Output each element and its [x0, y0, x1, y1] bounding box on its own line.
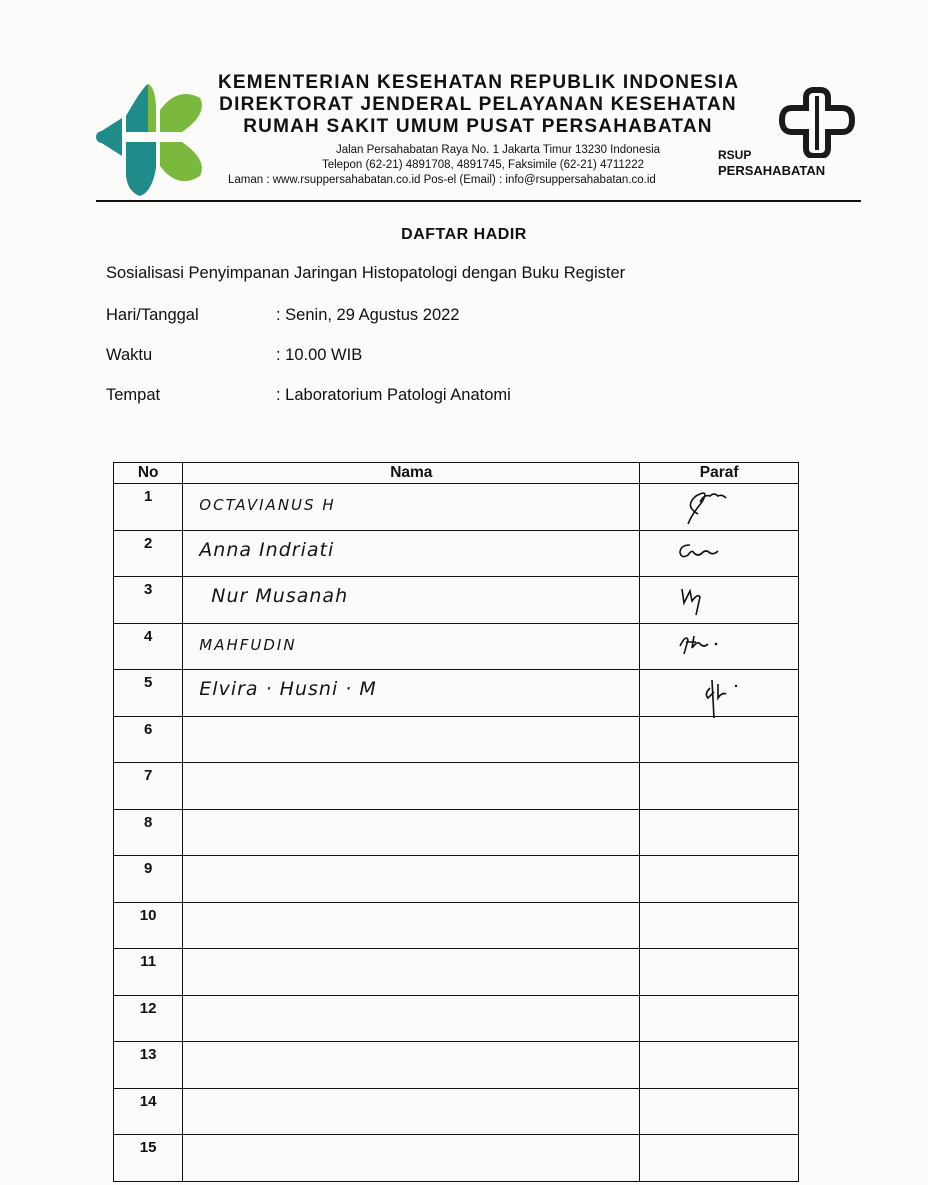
- table-row: [114, 995, 799, 1042]
- letterhead-text: [218, 72, 738, 188]
- document-subject: Sosialisasi Penyimpanan Jaringan Histopatologi dengan Buku Register: [106, 264, 626, 282]
- ministry-of-health-logo: [96, 80, 208, 198]
- signature-cell: [640, 995, 799, 1042]
- name-cell: [183, 902, 640, 949]
- field-time-value: : 10.00 WIB: [276, 346, 363, 364]
- letterhead: [0, 0, 928, 210]
- handwritten-signature: [640, 624, 797, 666]
- field-place-value: : Laboratorium Patologi Anatomi: [276, 386, 511, 404]
- name-cell: [183, 763, 640, 810]
- name-cell: [183, 484, 640, 531]
- hospital-name: RUMAH SAKIT UMUM PUSAT PERSAHABATAN: [243, 116, 713, 137]
- attendee-name: Nur Musanah: [211, 585, 349, 607]
- signature-cell: [640, 856, 799, 903]
- name-cell: [183, 1135, 640, 1182]
- table-row: [114, 623, 799, 670]
- signature-cell: [640, 1088, 799, 1135]
- table-row: [114, 1042, 799, 1089]
- name-cell: [183, 856, 640, 903]
- name-cell: [183, 809, 640, 856]
- table-row: [114, 670, 799, 717]
- signature-cell: [640, 484, 799, 531]
- header-no: No: [114, 463, 183, 484]
- attendee-name: Anna Indriati: [199, 538, 335, 561]
- row-number: 11: [114, 949, 183, 996]
- attendee-name: OCTAVIANUS H: [199, 496, 336, 514]
- row-number: 1: [114, 484, 183, 531]
- field-time: [106, 346, 362, 365]
- ministry-name: KEMENTERIAN KESEHATAN REPUBLIK INDONESIA: [218, 72, 740, 93]
- letterhead-rule: [96, 200, 861, 202]
- name-cell: [183, 530, 640, 577]
- handwritten-signature: [640, 577, 797, 619]
- handwritten-signature: [640, 531, 797, 573]
- signature-cell: [640, 1042, 799, 1089]
- directorate-name: DIREKTORAT JENDERAL PELAYANAN KESEHATAN: [219, 94, 737, 115]
- field-place-label: Tempat: [106, 386, 161, 404]
- row-number: 14: [114, 1088, 183, 1135]
- table-row: [114, 949, 799, 996]
- signature-cell: [640, 716, 799, 763]
- table-row: [114, 902, 799, 949]
- row-number: 13: [114, 1042, 183, 1089]
- row-number: 15: [114, 1135, 183, 1182]
- hospital-web: Laman : www.rsuppersahabatan.co.id Pos-el (Email) : info@rsuppersahabatan.co.id: [228, 174, 656, 186]
- signature-cell: [640, 949, 799, 996]
- name-cell: [183, 1088, 640, 1135]
- attendance-table: [113, 462, 799, 1182]
- row-number: 3: [114, 577, 183, 624]
- name-cell: [183, 623, 640, 670]
- hospital-phone: Telepon (62-21) 4891708, 4891745, Faksimile (62-21) 4711222: [321, 159, 644, 171]
- table-row: [114, 809, 799, 856]
- name-cell: [183, 716, 640, 763]
- field-date-label: Hari/Tanggal: [106, 306, 199, 324]
- signature-cell: [640, 763, 799, 810]
- attendee-name: MAHFUDIN: [199, 635, 297, 654]
- rsup-small-label: RSUP: [718, 148, 752, 162]
- name-cell: [183, 670, 640, 717]
- table-row: [114, 1135, 799, 1182]
- name-cell: [183, 577, 640, 624]
- field-time-label: Waktu: [106, 346, 153, 364]
- rsup-label: [718, 148, 825, 178]
- table-row: [114, 484, 799, 531]
- rsup-name-label: PERSAHABATAN: [718, 163, 826, 178]
- field-place: [106, 386, 511, 405]
- table-row: [114, 856, 799, 903]
- name-cell: [183, 995, 640, 1042]
- signature-cell: [640, 623, 799, 670]
- table-row: [114, 577, 799, 624]
- row-number: 4: [114, 623, 183, 670]
- table-row: [114, 1088, 799, 1135]
- field-date-value: : Senin, 29 Agustus 2022: [276, 306, 460, 324]
- name-cell: [183, 1042, 640, 1089]
- hospital-address: Jalan Persahabatan Raya No. 1 Jakarta Timur 13230 Indonesia: [335, 144, 661, 156]
- document-title: DAFTAR HADIR: [401, 226, 527, 243]
- signature-cell: [640, 577, 799, 624]
- signature-cell: [640, 530, 799, 577]
- row-number: 8: [114, 809, 183, 856]
- header-nama: Nama: [183, 463, 640, 484]
- field-date: [106, 306, 459, 325]
- signature-cell: [640, 809, 799, 856]
- row-number: 7: [114, 763, 183, 810]
- table-row: [114, 530, 799, 577]
- attendee-name: Elvira · Husni · M: [199, 678, 377, 700]
- table-row: [114, 763, 799, 810]
- signature-cell: [640, 1135, 799, 1182]
- table-row: [114, 716, 799, 763]
- row-number: 12: [114, 995, 183, 1042]
- signature-cell: [640, 902, 799, 949]
- row-number: 5: [114, 670, 183, 717]
- header-paraf: Paraf: [640, 463, 799, 484]
- handwritten-signature: [640, 670, 797, 718]
- name-cell: [183, 949, 640, 996]
- handwritten-signature: [640, 484, 797, 526]
- table-header-row: [114, 463, 799, 484]
- row-number: 10: [114, 902, 183, 949]
- row-number: 2: [114, 530, 183, 577]
- row-number: 9: [114, 856, 183, 903]
- row-number: 6: [114, 716, 183, 763]
- signature-cell: [640, 670, 799, 717]
